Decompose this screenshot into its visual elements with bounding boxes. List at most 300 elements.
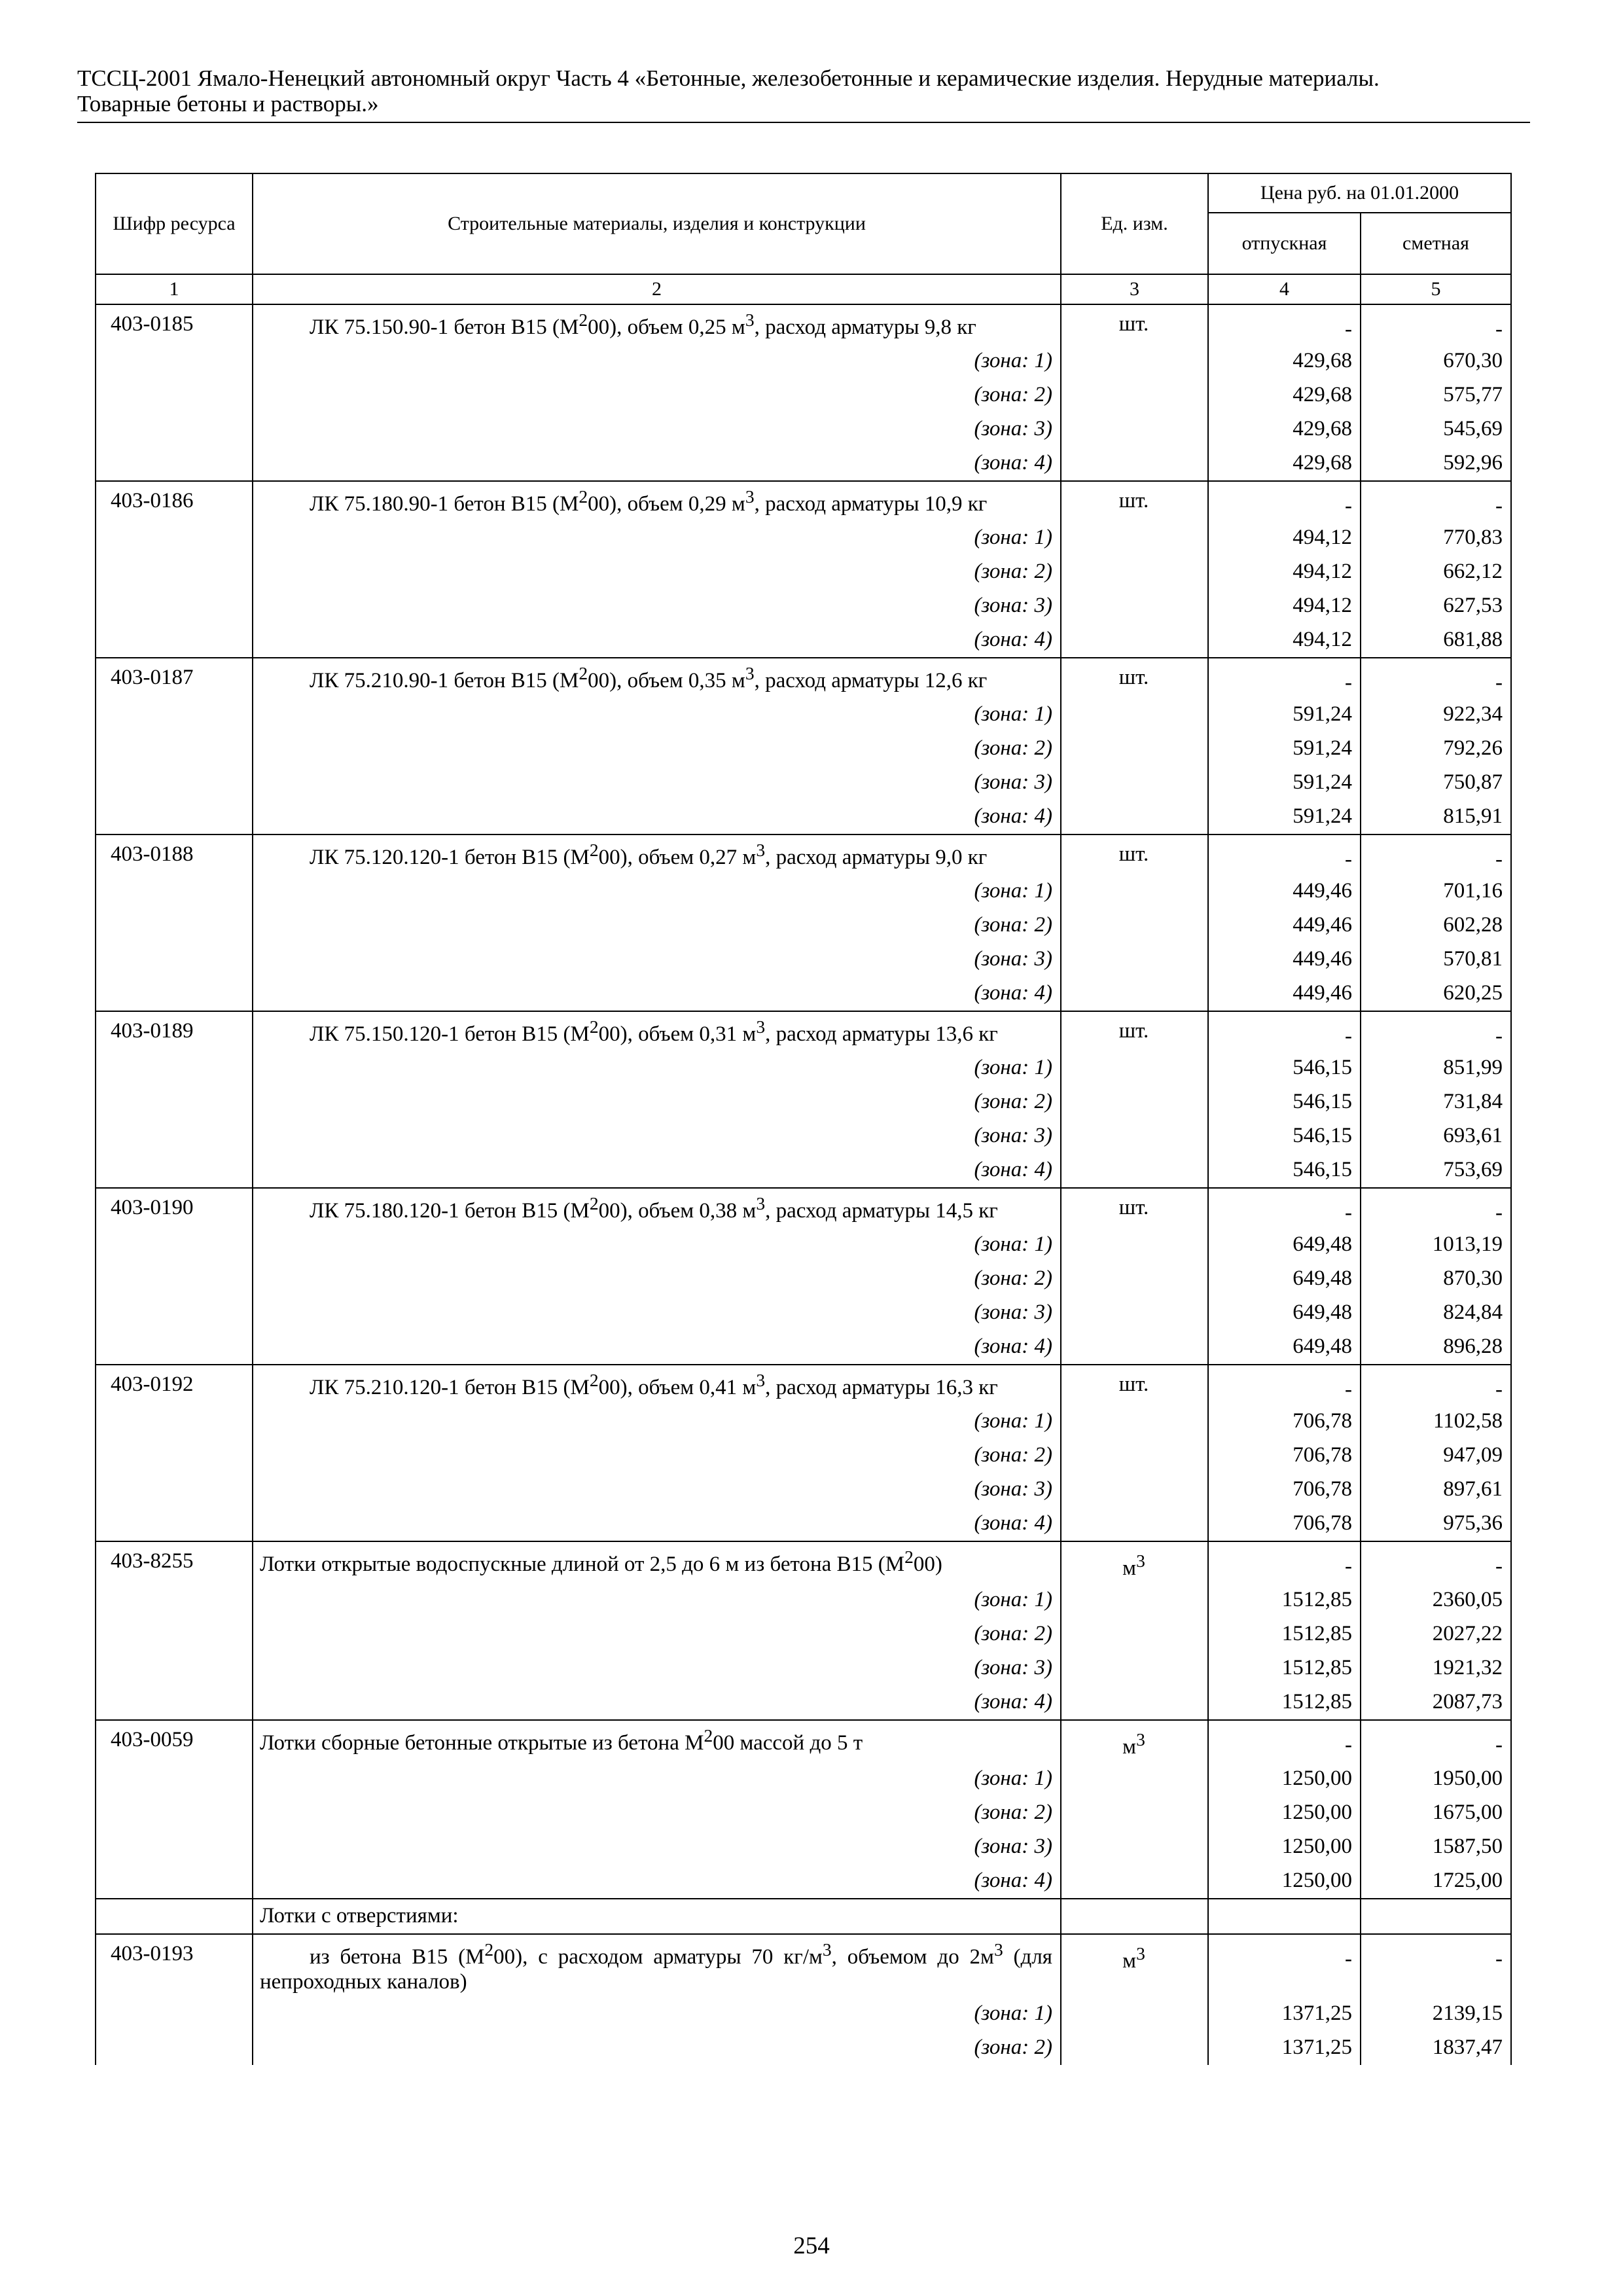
- release-price: 449,46: [1208, 908, 1361, 942]
- unit-cell: $м^3$: [1061, 1720, 1208, 1762]
- resource-code: 403-0186: [96, 481, 253, 521]
- unit-cell: шт.: [1061, 1011, 1208, 1051]
- zone-label: (зона: 4): [253, 1507, 1061, 1541]
- release-price: -: [1208, 658, 1361, 698]
- zone-row: [96, 1405, 1511, 1439]
- section-heading: Лотки с отверстиями:: [253, 1899, 1061, 1934]
- unit-empty: [1061, 1830, 1208, 1864]
- release-price: 429,68: [1208, 446, 1361, 481]
- zone-label: (зона: 3): [253, 1119, 1061, 1153]
- release-price: 1371,25: [1208, 2031, 1361, 2065]
- unit-empty: [1061, 1296, 1208, 1330]
- resource-code-empty: [96, 623, 253, 658]
- unit-empty: [1061, 344, 1208, 378]
- unit-cell: $м^3$: [1061, 1541, 1208, 1583]
- release-price: 649,48: [1208, 1262, 1361, 1296]
- zone-label: (зона: 2): [253, 2031, 1061, 2065]
- zone-row: [96, 732, 1511, 766]
- zone-row: [96, 1617, 1511, 1651]
- zone-label: (зона: 3): [253, 1651, 1061, 1685]
- release-empty: [1208, 1899, 1361, 1934]
- zone-row: [96, 1051, 1511, 1085]
- resource-code: 403-0193: [96, 1934, 253, 1997]
- resource-code-empty: [96, 555, 253, 589]
- resource-code-empty: [96, 1899, 253, 1934]
- unit-empty: [1061, 1583, 1208, 1617]
- unit-empty: [1061, 623, 1208, 658]
- header-code: Шифр ресурса: [96, 173, 253, 274]
- estimate-empty: [1361, 1899, 1511, 1934]
- table-body: [96, 304, 1511, 2065]
- zone-label: (зона: 2): [253, 1617, 1061, 1651]
- zone-label: (зона: 2): [253, 908, 1061, 942]
- zone-label: (зона: 4): [253, 800, 1061, 834]
- resource-code-empty: [96, 344, 253, 378]
- zone-label: (зона: 1): [253, 521, 1061, 555]
- estimate-price: 770,83: [1361, 521, 1511, 555]
- unit-empty: [1061, 378, 1208, 412]
- material-name: ЛК 75.210.120-1 бетон В15 $(М^200)$, объем 0,41 $м^3$, расход арматуры 16,3 кг: [253, 1365, 1061, 1405]
- document-header: [77, 65, 1530, 117]
- unit-empty: [1061, 1051, 1208, 1085]
- zone-row: [96, 874, 1511, 908]
- release-price: 429,68: [1208, 378, 1361, 412]
- estimate-price: -: [1361, 1934, 1511, 1997]
- unit-empty: [1061, 1796, 1208, 1830]
- unit-empty: [1061, 2031, 1208, 2065]
- estimate-price: 731,84: [1361, 1085, 1511, 1119]
- zone-row: [96, 1119, 1511, 1153]
- release-price: 494,12: [1208, 521, 1361, 555]
- estimate-price: 693,61: [1361, 1119, 1511, 1153]
- unit-empty: [1061, 874, 1208, 908]
- release-price: -: [1208, 834, 1361, 874]
- zone-row: [96, 766, 1511, 800]
- estimate-price: 2360,05: [1361, 1583, 1511, 1617]
- price-table: [95, 173, 1512, 2065]
- estimate-price: 897,61: [1361, 1473, 1511, 1507]
- zone-row: [96, 1085, 1511, 1119]
- table-row: [96, 1188, 1511, 1228]
- unit-empty: [1061, 908, 1208, 942]
- resource-code-empty: [96, 1864, 253, 1899]
- table-row: [96, 834, 1511, 874]
- estimate-price: 824,84: [1361, 1296, 1511, 1330]
- resource-code-empty: [96, 1473, 253, 1507]
- release-price: -: [1208, 1011, 1361, 1051]
- zone-row: [96, 344, 1511, 378]
- zone-label: (зона: 4): [253, 1864, 1061, 1899]
- unit-cell: шт.: [1061, 1365, 1208, 1405]
- resource-code-empty: [96, 1507, 253, 1541]
- zone-label: (зона: 4): [253, 446, 1061, 481]
- resource-code-empty: [96, 977, 253, 1011]
- zone-row: [96, 412, 1511, 446]
- zone-label: (зона: 2): [253, 1439, 1061, 1473]
- estimate-price: 1675,00: [1361, 1796, 1511, 1830]
- release-price: 449,46: [1208, 942, 1361, 977]
- resource-code-empty: [96, 589, 253, 623]
- release-price: -: [1208, 1720, 1361, 1762]
- table-row: [96, 1011, 1511, 1051]
- zone-row: [96, 1685, 1511, 1720]
- release-price: 449,46: [1208, 977, 1361, 1011]
- resource-code-empty: [96, 1262, 253, 1296]
- unit-empty: [1061, 698, 1208, 732]
- estimate-price: 545,69: [1361, 412, 1511, 446]
- release-price: 649,48: [1208, 1228, 1361, 1262]
- estimate-price: 575,77: [1361, 378, 1511, 412]
- estimate-price: 570,81: [1361, 942, 1511, 977]
- zone-row: [96, 977, 1511, 1011]
- zone-label: (зона: 4): [253, 623, 1061, 658]
- estimate-price: 975,36: [1361, 1507, 1511, 1541]
- zone-row: [96, 589, 1511, 623]
- unit-empty: [1061, 1153, 1208, 1188]
- estimate-price: 662,12: [1361, 555, 1511, 589]
- estimate-price: 1587,50: [1361, 1830, 1511, 1864]
- unit-empty: [1061, 1085, 1208, 1119]
- material-name: ЛК 75.150.90-1 бетон В15 $(М^200)$, объем 0,25 $м^3$, расход арматуры 9,8 кг: [253, 304, 1061, 344]
- release-price: 649,48: [1208, 1330, 1361, 1365]
- zone-row: [96, 1830, 1511, 1864]
- material-name: из бетона В15 $(М^200)$, с расходом арматуры 70 $кг/м^3$, объемом до $2м^3$ (для непроходных каналов): [253, 1934, 1061, 1997]
- estimate-price: 815,91: [1361, 800, 1511, 834]
- release-price: 546,15: [1208, 1085, 1361, 1119]
- resource-code-empty: [96, 1330, 253, 1365]
- estimate-price: 2139,15: [1361, 1997, 1511, 2031]
- zone-label: (зона: 1): [253, 1405, 1061, 1439]
- material-name: ЛК 75.150.120-1 бетон В15 $(М^200)$, объем 0,31 $м^3$, расход арматуры 13,6 кг: [253, 1011, 1061, 1051]
- resource-code-empty: [96, 1051, 253, 1085]
- release-price: 706,78: [1208, 1405, 1361, 1439]
- release-price: -: [1208, 1541, 1361, 1583]
- zone-row: [96, 1507, 1511, 1541]
- resource-code: 403-0187: [96, 658, 253, 698]
- resource-code-empty: [96, 1583, 253, 1617]
- header-num-1: 1: [96, 274, 253, 304]
- unit-empty: [1061, 800, 1208, 834]
- release-price: 1512,85: [1208, 1685, 1361, 1720]
- zone-row: [96, 1796, 1511, 1830]
- estimate-price: 1950,00: [1361, 1762, 1511, 1796]
- estimate-price: 1921,32: [1361, 1651, 1511, 1685]
- unit-empty: [1061, 942, 1208, 977]
- estimate-price: 2027,22: [1361, 1617, 1511, 1651]
- zone-row: [96, 1864, 1511, 1899]
- release-price: 494,12: [1208, 623, 1361, 658]
- release-price: 706,78: [1208, 1507, 1361, 1541]
- header-release: отпускная: [1208, 213, 1361, 274]
- resource-code-empty: [96, 521, 253, 555]
- estimate-price: 701,16: [1361, 874, 1511, 908]
- zone-row: [96, 623, 1511, 658]
- resource-code: 403-0190: [96, 1188, 253, 1228]
- zone-label: (зона: 2): [253, 1085, 1061, 1119]
- zone-label: (зона: 3): [253, 589, 1061, 623]
- resource-code: 403-0189: [96, 1011, 253, 1051]
- header-num-3: 3: [1061, 274, 1208, 304]
- material-name: ЛК 75.180.90-1 бетон В15 $(М^200)$, объем 0,29 $м^3$, расход арматуры 10,9 кг: [253, 481, 1061, 521]
- zone-label: (зона: 1): [253, 344, 1061, 378]
- zone-label: (зона: 1): [253, 698, 1061, 732]
- zone-row: [96, 1262, 1511, 1296]
- unit-cell: шт.: [1061, 658, 1208, 698]
- zone-row: [96, 446, 1511, 481]
- unit-cell: $м^3$: [1061, 1934, 1208, 1997]
- estimate-price: 922,34: [1361, 698, 1511, 732]
- zone-label: (зона: 4): [253, 1685, 1061, 1720]
- estimate-price: 670,30: [1361, 344, 1511, 378]
- resource-code-empty: [96, 1153, 253, 1188]
- header-price-group: Цена руб. на 01.01.2000: [1208, 173, 1511, 213]
- zone-row: [96, 1583, 1511, 1617]
- release-price: -: [1208, 1934, 1361, 1997]
- resource-code-empty: [96, 446, 253, 481]
- unit-empty: [1061, 1997, 1208, 2031]
- resource-code-empty: [96, 378, 253, 412]
- estimate-price: 2087,73: [1361, 1685, 1511, 1720]
- estimate-price: 792,26: [1361, 732, 1511, 766]
- release-price: 1250,00: [1208, 1830, 1361, 1864]
- resource-code-empty: [96, 1405, 253, 1439]
- zone-row: [96, 942, 1511, 977]
- zone-label: (зона: 3): [253, 942, 1061, 977]
- resource-code-empty: [96, 1830, 253, 1864]
- resource-code-empty: [96, 874, 253, 908]
- page-number: 254: [793, 2233, 830, 2259]
- resource-code-empty: [96, 2031, 253, 2065]
- header-estimate: сметная: [1361, 213, 1511, 274]
- resource-code-empty: [96, 1651, 253, 1685]
- zone-label: (зона: 2): [253, 378, 1061, 412]
- header-line-2: Товарные бетоны и растворы.»: [77, 91, 379, 117]
- table-row: [96, 481, 1511, 521]
- table-row: [96, 1541, 1511, 1583]
- zone-row: [96, 1997, 1511, 2031]
- zone-label: (зона: 3): [253, 1830, 1061, 1864]
- resource-code-empty: [96, 1228, 253, 1262]
- estimate-price: 681,88: [1361, 623, 1511, 658]
- zone-row: [96, 1651, 1511, 1685]
- unit-empty: [1061, 1864, 1208, 1899]
- release-price: 706,78: [1208, 1473, 1361, 1507]
- release-price: 1250,00: [1208, 1762, 1361, 1796]
- zone-row: [96, 908, 1511, 942]
- unit-empty: [1061, 766, 1208, 800]
- release-price: 546,15: [1208, 1119, 1361, 1153]
- zone-row: [96, 800, 1511, 834]
- table-row: [96, 1365, 1511, 1405]
- estimate-price: 870,30: [1361, 1262, 1511, 1296]
- estimate-price: -: [1361, 304, 1511, 344]
- estimate-price: -: [1361, 1541, 1511, 1583]
- zone-label: (зона: 1): [253, 1228, 1061, 1262]
- table-row: [96, 1720, 1511, 1762]
- unit-empty: [1061, 555, 1208, 589]
- resource-code: 403-0059: [96, 1720, 253, 1762]
- estimate-price: -: [1361, 658, 1511, 698]
- zone-row: [96, 1153, 1511, 1188]
- zone-row: [96, 698, 1511, 732]
- zone-row: [96, 1762, 1511, 1796]
- unit-empty: [1061, 732, 1208, 766]
- unit-empty: [1061, 1651, 1208, 1685]
- release-price: 591,24: [1208, 698, 1361, 732]
- header-rule: [77, 122, 1530, 123]
- estimate-price: 1013,19: [1361, 1228, 1511, 1262]
- zone-label: (зона: 3): [253, 412, 1061, 446]
- resource-code-empty: [96, 1085, 253, 1119]
- resource-code-empty: [96, 1685, 253, 1720]
- release-price: -: [1208, 481, 1361, 521]
- estimate-price: -: [1361, 1011, 1511, 1051]
- estimate-price: 750,87: [1361, 766, 1511, 800]
- zone-row: [96, 378, 1511, 412]
- resource-code-empty: [96, 698, 253, 732]
- estimate-price: 1725,00: [1361, 1864, 1511, 1899]
- zone-label: (зона: 4): [253, 1330, 1061, 1365]
- unit-cell: шт.: [1061, 481, 1208, 521]
- unit-empty: [1061, 589, 1208, 623]
- zone-label: (зона: 3): [253, 1473, 1061, 1507]
- estimate-price: 1102,58: [1361, 1405, 1511, 1439]
- zone-label: (зона: 1): [253, 874, 1061, 908]
- zone-row: [96, 521, 1511, 555]
- material-name: ЛК 75.180.120-1 бетон В15 $(М^200)$, объем 0,38 $м^3$, расход арматуры 14,5 кг: [253, 1188, 1061, 1228]
- zone-row: [96, 1439, 1511, 1473]
- resource-code-empty: [96, 1617, 253, 1651]
- resource-code-empty: [96, 800, 253, 834]
- zone-label: (зона: 2): [253, 555, 1061, 589]
- unit-empty: [1061, 1762, 1208, 1796]
- resource-code: 403-8255: [96, 1541, 253, 1583]
- release-price: 1512,85: [1208, 1617, 1361, 1651]
- resource-code-empty: [96, 1119, 253, 1153]
- zone-label: (зона: 3): [253, 1296, 1061, 1330]
- estimate-price: 1837,47: [1361, 2031, 1511, 2065]
- unit-empty: [1061, 977, 1208, 1011]
- zone-row: [96, 1296, 1511, 1330]
- release-price: -: [1208, 1365, 1361, 1405]
- zone-row: [96, 1473, 1511, 1507]
- resource-code-empty: [96, 942, 253, 977]
- material-name: ЛК 75.210.90-1 бетон В15 $(М^200)$, объем 0,35 $м^3$, расход арматуры 12,6 кг: [253, 658, 1061, 698]
- material-name: Лотки сборные бетонные открытые из бетона $М^200$ массой до 5 т: [253, 1720, 1061, 1762]
- estimate-price: 592,96: [1361, 446, 1511, 481]
- zone-label: (зона: 1): [253, 1997, 1061, 2031]
- resource-code-empty: [96, 412, 253, 446]
- header-unit: Ед. изм.: [1061, 173, 1208, 274]
- release-price: 649,48: [1208, 1296, 1361, 1330]
- estimate-price: -: [1361, 481, 1511, 521]
- unit-empty: [1061, 1439, 1208, 1473]
- unit-empty: [1061, 521, 1208, 555]
- resource-code-empty: [96, 908, 253, 942]
- release-price: 494,12: [1208, 589, 1361, 623]
- release-price: -: [1208, 1188, 1361, 1228]
- estimate-price: -: [1361, 834, 1511, 874]
- header-num-4: 4: [1208, 274, 1361, 304]
- release-price: 591,24: [1208, 732, 1361, 766]
- resource-code-empty: [96, 766, 253, 800]
- release-price: 429,68: [1208, 412, 1361, 446]
- resource-code-empty: [96, 1296, 253, 1330]
- unit-cell: шт.: [1061, 1188, 1208, 1228]
- unit-empty: [1061, 1899, 1208, 1934]
- release-price: 546,15: [1208, 1153, 1361, 1188]
- unit-empty: [1061, 1685, 1208, 1720]
- estimate-price: 602,28: [1361, 908, 1511, 942]
- unit-empty: [1061, 1330, 1208, 1365]
- zone-label: (зона: 2): [253, 732, 1061, 766]
- release-price: 494,12: [1208, 555, 1361, 589]
- release-price: 1250,00: [1208, 1864, 1361, 1899]
- header-name: Строительные материалы, изделия и конструкции: [253, 173, 1061, 274]
- estimate-price: -: [1361, 1720, 1511, 1762]
- zone-label: (зона: 4): [253, 1153, 1061, 1188]
- estimate-price: 620,25: [1361, 977, 1511, 1011]
- table-row: [96, 304, 1511, 344]
- header-line-1: ТССЦ-2001 Ямало-Ненецкий автономный округ Часть 4 «Бетонные, железобетонные и керамические изделия. Нерудные материалы.: [77, 65, 1380, 91]
- table-row: [96, 658, 1511, 698]
- unit-empty: [1061, 446, 1208, 481]
- estimate-price: 896,28: [1361, 1330, 1511, 1365]
- resource-code: 403-0185: [96, 304, 253, 344]
- release-price: -: [1208, 304, 1361, 344]
- zone-label: (зона: 2): [253, 1796, 1061, 1830]
- resource-code-empty: [96, 732, 253, 766]
- zone-label: (зона: 1): [253, 1051, 1061, 1085]
- zone-label: (зона: 3): [253, 766, 1061, 800]
- release-price: 449,46: [1208, 874, 1361, 908]
- release-price: 1512,85: [1208, 1651, 1361, 1685]
- resource-code-empty: [96, 1796, 253, 1830]
- unit-empty: [1061, 1473, 1208, 1507]
- zone-row: [96, 1330, 1511, 1365]
- header-num-5: 5: [1361, 274, 1511, 304]
- zone-label: (зона: 4): [253, 977, 1061, 1011]
- material-name: Лотки открытые водоспускные длиной от 2,5 до 6 м из бетона В15 $(М^200)$: [253, 1541, 1061, 1583]
- estimate-price: 947,09: [1361, 1439, 1511, 1473]
- zone-label: (зона: 1): [253, 1583, 1061, 1617]
- zone-row: [96, 555, 1511, 589]
- release-price: 546,15: [1208, 1051, 1361, 1085]
- section-heading-row: [96, 1899, 1511, 1934]
- zone-label: (зона: 2): [253, 1262, 1061, 1296]
- resource-code-empty: [96, 1997, 253, 2031]
- estimate-price: -: [1361, 1365, 1511, 1405]
- estimate-price: 627,53: [1361, 589, 1511, 623]
- header-num-2: 2: [253, 274, 1061, 304]
- resource-code-empty: [96, 1762, 253, 1796]
- release-price: 591,24: [1208, 800, 1361, 834]
- estimate-price: -: [1361, 1188, 1511, 1228]
- zone-label: (зона: 1): [253, 1762, 1061, 1796]
- unit-empty: [1061, 1262, 1208, 1296]
- estimate-price: 851,99: [1361, 1051, 1511, 1085]
- unit-cell: шт.: [1061, 304, 1208, 344]
- zone-row: [96, 1228, 1511, 1262]
- resource-code: 403-0188: [96, 834, 253, 874]
- resource-code: 403-0192: [96, 1365, 253, 1405]
- unit-empty: [1061, 1228, 1208, 1262]
- resource-code-empty: [96, 1439, 253, 1473]
- release-price: 706,78: [1208, 1439, 1361, 1473]
- release-price: 429,68: [1208, 344, 1361, 378]
- estimate-price: 753,69: [1361, 1153, 1511, 1188]
- material-name: ЛК 75.120.120-1 бетон В15 $(М^200)$, объем 0,27 $м^3$, расход арматуры 9,0 кг: [253, 834, 1061, 874]
